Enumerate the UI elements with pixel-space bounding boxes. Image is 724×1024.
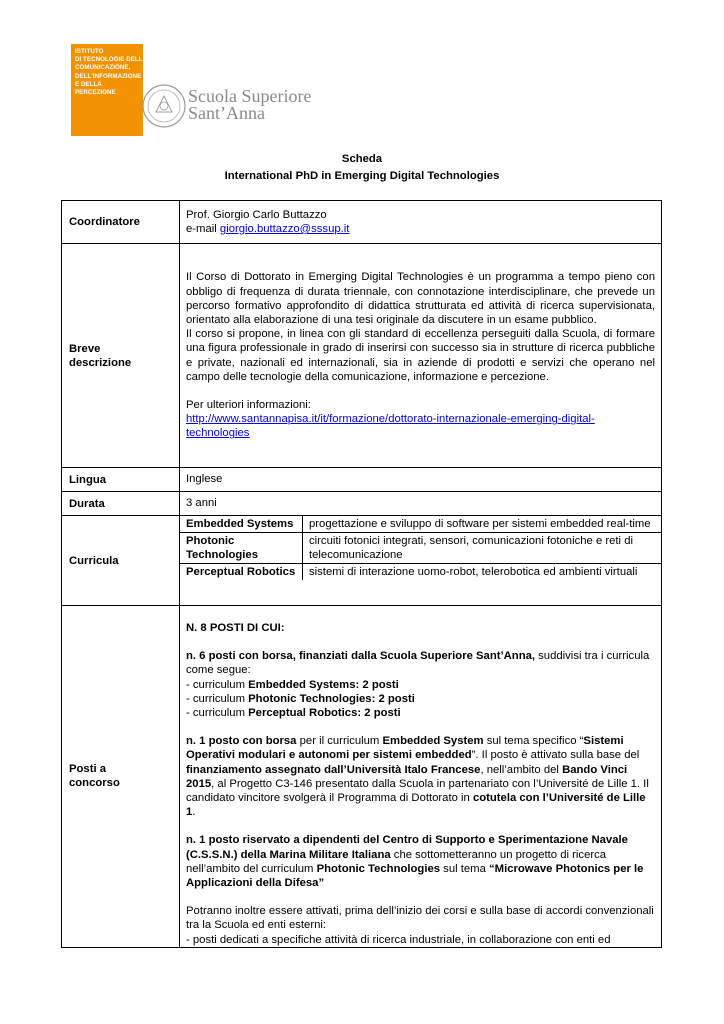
row-coordinatore [62, 201, 662, 244]
posti-list-item: - curriculum Embedded Systems: 2 posti [186, 678, 399, 691]
posti-list-item: - curriculum Photonic Technologies: 2 posti [186, 692, 415, 705]
institute-logo [71, 44, 148, 136]
coordinator-email-link[interactable]: giorgio.buttazzo@sssup.it [219, 223, 350, 235]
posti-paragraph-1: n. 6 posti con borsa, finanziati dalla Scuola Superiore Sant’Anna, suddivisi tra i curricula come segue: [186, 650, 650, 677]
school-seal-icon [140, 82, 188, 130]
curriculum-row [180, 516, 661, 533]
curriculum-name: Photonic Technologies [180, 533, 303, 564]
row-curricula [62, 516, 662, 606]
value-durata: 3 anni [180, 492, 662, 516]
content-curricula [180, 516, 662, 606]
posti-list-item: - curriculum Perceptual Robotics: 2 posti [186, 707, 401, 720]
coordinator-email-line: e-mail giorgio.buttazzo@sssup.it [186, 223, 350, 235]
value-lingua: Inglese [180, 468, 662, 492]
curriculum-desc: circuiti fotonici integrati, sensori, comunicazioni fotoniche e reti di telecomunicazione [303, 533, 662, 564]
content-descrizione [180, 244, 662, 468]
content-coordinatore [180, 201, 662, 244]
curriculum-desc: progettazione e sviluppo di software per sistemi embedded real-time [303, 516, 662, 533]
course-link[interactable]: http://www.santannapisa.it/it/formazione/dottorato-internazionale-emerging-digital- technologies [186, 413, 595, 440]
row-durata [62, 492, 662, 516]
document-subtitle: International PhD in Emerging Digital Technologies [224, 170, 500, 182]
posti-heading: N. 8 POSTI DI CUI: [186, 622, 285, 634]
document-title: Scheda [341, 153, 383, 165]
content-posti [180, 606, 662, 948]
posti-paragraph-2: n. 1 posto con borsa per il curriculum Embedded System sul tema specifico “Sistemi Operativi modulari e autonomi per sistemi embedded”. Il posto è attivato sulla base del finanziamento assegnato dall’Università Italo Francese, nell’ambito del Bando Vinci 2015, al Progetto C3-146 presentato dalla Scuola in partenariato con l’Université de Lille 1. Il candidato vincitore svolgerà il Programma di Dottorato in cotutela con l’Université de Lille 1. [186, 735, 649, 819]
institute-logo-text: ISTITUTO DI TECNOLOGIE DELLA COMUNICAZIONE, DELL'INFORMAZIONE E DELLA PERCEZIONE [75, 48, 148, 97]
curricula-table [180, 516, 661, 580]
more-info-label: Per ulteriori informazioni: [186, 399, 311, 411]
label-curricula: Curricula [62, 516, 180, 606]
school-name: Scuola Superiore Sant’Anna [188, 86, 312, 123]
curriculum-row [180, 564, 661, 581]
label-lingua: Lingua [62, 468, 180, 492]
curriculum-row [180, 533, 661, 564]
info-table [61, 200, 662, 948]
posti-paragraph-4: Potranno inoltre essere attivati, prima dell’inizio dei corsi e sulla base di accordi convenzionali tra la Scuola ed enti esterni: [186, 905, 654, 932]
curriculum-name: Perceptual Robotics [180, 564, 303, 581]
description-paragraph-1: Il Corso di Dottorato in Emerging Digital Technologies è un programma a tempo pieno con obbligo di frequenza di durata triennale, con connotazione interdisciplinare, che prevede un percorso formativo approfondito di didattica strutturata ed attività di ricerca supervisionata, orientato alla elaborazione di una tesi originale da discutere in un esame pubblico. [186, 271, 655, 326]
row-lingua [62, 468, 662, 492]
row-posti [62, 606, 662, 948]
label-descrizione: Breve descrizione [62, 244, 180, 468]
label-coordinatore: Coordinatore [62, 201, 180, 244]
row-descrizione [62, 244, 662, 468]
coordinator-name: Prof. Giorgio Carlo Buttazzo [186, 208, 327, 221]
posti-paragraph-5: - posti dedicati a specifiche attività di ricerca industriale, in collaborazione con enti ed [186, 933, 611, 946]
label-durata: Durata [62, 492, 180, 516]
label-posti: Posti a concorso [62, 606, 180, 948]
description-paragraph-2: Il corso si propone, in linea con gli standard di eccellenza perseguiti dalla Scuola, di formare una figura professionale in grado di inserirsi con successo sia in strutture di ricerca pubbliche e private, nazionali ed internazionali, sia in aziende di prodotti e servizi che operano nel campo delle tecnologie della comunicazione, informazione e percezione. [186, 328, 655, 383]
curriculum-desc: sistemi di interazione uomo-robot, telerobotica ed ambienti virtuali [309, 566, 638, 578]
curriculum-name: Embedded Systems [180, 516, 303, 533]
posti-paragraph-3: n. 1 posto riservato a dipendenti del Centro di Supporto e Sperimentazione Navale (C.S.S.N.) della Marina Militare Italiana che sottometteranno un progetto di ricerca nell’ambito del curriculum Photonic Technologies sul tema “Microwave Photonics per le Applicazioni della Difesa” [186, 834, 644, 890]
